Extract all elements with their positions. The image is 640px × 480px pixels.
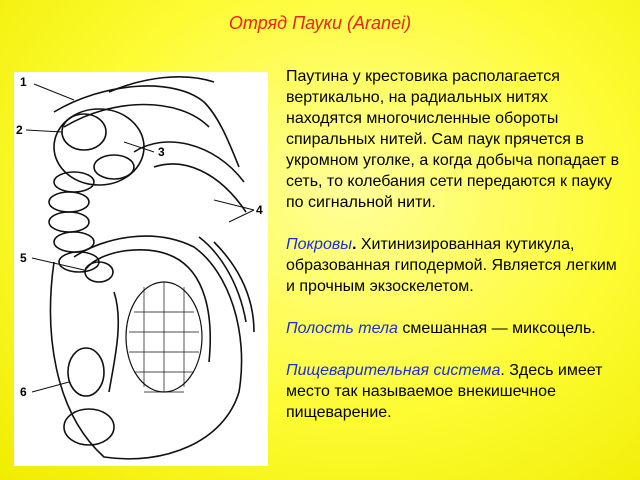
integument-term: Покровы — [286, 236, 352, 253]
description-text — [286, 66, 626, 444]
web-description-paragraph: Паутина у крестовика располагается вертикально, на радиальных нитях находятся многочисленные обороты спиральных нитей. Сам паук прячется в укромном уголке, а когда добыча попадает в сеть, то колебания сети передаются к пауку по сигнальной нити. — [286, 68, 620, 211]
integument-text: Хитинизированная кутикула, образованная гиподермой. Является легким и прочным экзоскелетом. — [286, 236, 617, 295]
figure-label-1: 1 — [20, 75, 27, 89]
figure-label-4: 4 — [256, 203, 263, 217]
figure-label-2: 2 — [16, 123, 23, 137]
digestive-term: Пищеварительная система — [286, 362, 501, 379]
body-cavity-paragraph — [286, 318, 626, 339]
page-title: Отряд Пауки (Aranei) — [228, 13, 412, 33]
figure-label-6: 6 — [20, 385, 27, 399]
figure-label-3: 3 — [158, 145, 165, 159]
body-cavity-text: смешанная — миксоцель. — [397, 320, 596, 337]
body-cavity-term: Полость тела — [286, 320, 398, 337]
digestive-text: . Здесь имеет место так называемое внекишечное пищеварение. — [286, 362, 603, 421]
figure-label-5: 5 — [20, 251, 27, 265]
integument-paragraph — [286, 234, 626, 297]
spider-anatomy-illustration — [14, 72, 268, 466]
integument-dot: . — [351, 236, 357, 253]
digestive-paragraph — [286, 360, 626, 423]
